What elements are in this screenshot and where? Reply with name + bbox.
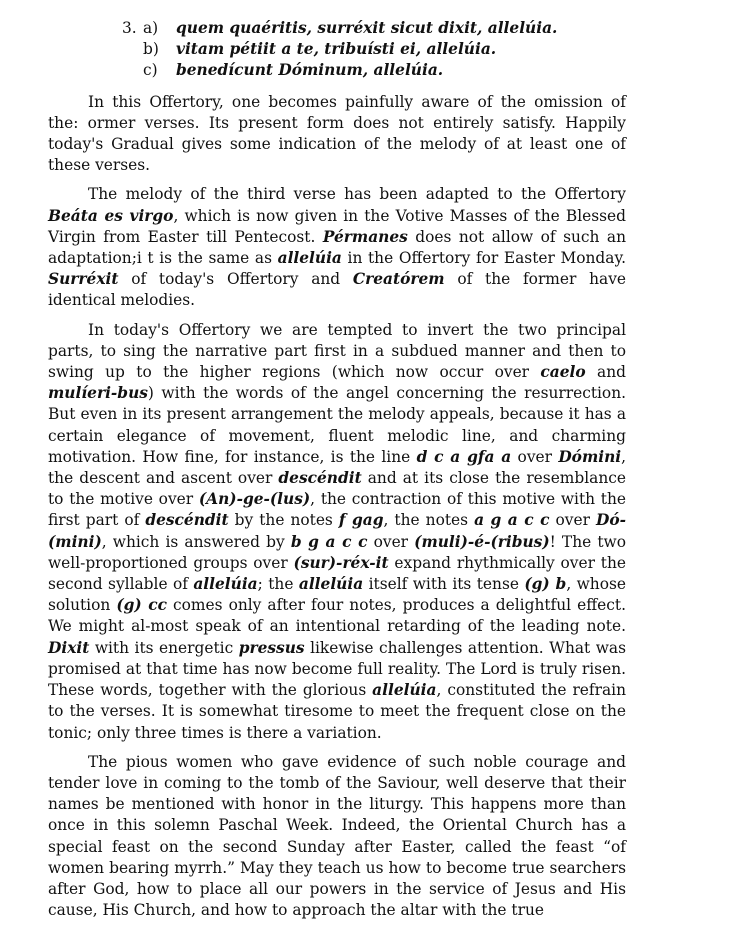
verse-number [122,60,143,81]
paragraph-offertory-omission: In this Offertory, one becomes painfully aware of the omission of the: ormer verses. Its present form does not entirely satisfy. Happily today's Gradual gives some indication of the melody of at least one of these verses. [48,92,626,175]
verse-item [122,39,626,60]
verse-label: a) [143,19,159,37]
verse-number [122,39,143,60]
verse-text: benedícunt Dóminum, allelúia. [176,61,444,80]
verse-number: 3. [122,19,137,37]
book-page [48,18,626,929]
verse-list [122,18,626,82]
verse-item [122,18,626,39]
verse-text: quem quaéritis, surréxit sicut dixit, allelúia. [176,19,558,37]
paragraph-third-verse-melody: The melody of the third verse has been adapted to the Offertory Beáta es virgo, which is now given in the Votive Masses of the Blessed Virgin from Easter till Pentecost. Pérmanes does not allow of such an adaptation;i t is the same as allelúia in the Offertory for Easter Monday. Surréxit of today's Offertory and Creatórem of the former have identical melodies. [48,185,627,310]
verse-label: c) [143,61,158,80]
verse-label: b) [143,40,159,59]
verse-item [122,60,626,81]
paragraph-pious-women: The pious women who gave evidence of such noble courage and tender love in coming to the tomb of the Saviour, well deserve that their names be mentioned with honor in the liturgy. This happens more than once in this solemn Paschal Week. Indeed, the Oriental Church has a special feast on the second Sunday after Easter, called the feast “of women bearing myrrh.” May they teach us how to become true searchers after God, how to place all our powers in the service of Jesus and His cause, His Church, and how to approach the altar with the true [48,752,626,920]
verse-text: vitam pétiit a te, tribuísti ei, allelúia. [176,40,497,59]
paragraph-melody-analysis: In today's Offertory we are tempted to invert the two principal parts, to sing the narrative part first in a subdued manner and then to swing up to the higher regions (which now occur over caelo and mulíeri-bus) with the words of the angel concerning the resurrection. But even in its present arrangement the melody appeals, because it has a certain elegance of movement, fluent melodic line, and charming motivation. How fine, for instance, is the line d c a gfa a over Dómini, the descent and ascent over descéndit and at its close the resemblance to the motive over (An)-ge-(lus), the contraction of this motive with the first part of descéndit by the notes f gag, the notes a g a c c over Dó-(mini), which is answered by b g a c c over (muli)-é-(ribus)! The two well-proportioned groups over (sur)-réx-it expand rhythmically over the second syllable of allelúia; the allelúia itself with its tense (g) b, whose solution (g) cc comes only after four notes, produces a delightful effect. We might al-most speak of an intentional retarding of the leading note. Dixit with its energetic pressus likewise challenges attention. What was promised at that time has now become full reality. The Lord is truly risen. These words, together with the glorious allelúia, constituted the refrain to the verses. It is somewhat tiresome to meet the frequent close on the tonic; only three times is there a variation. [48,320,627,742]
